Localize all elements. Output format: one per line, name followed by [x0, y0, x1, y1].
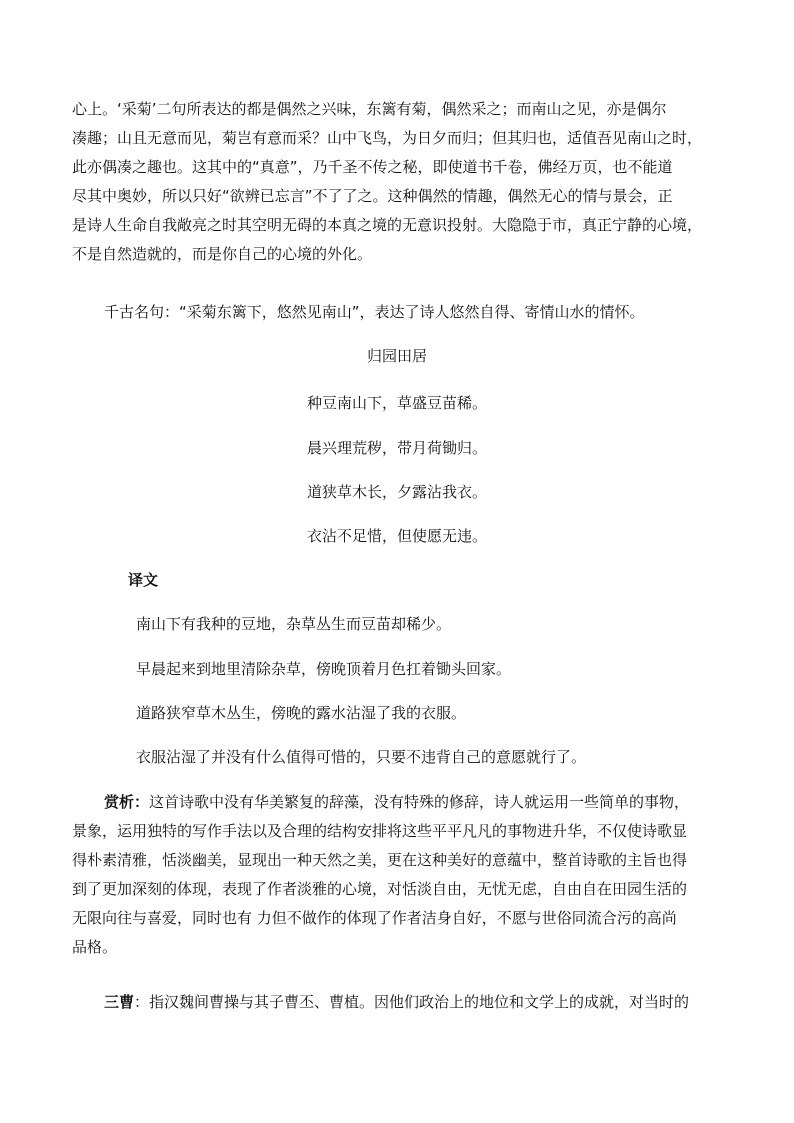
paragraph-line: 到了更加深刻的体现，表现了作者淡雅的心境，对恬淡自由，无忧无虑，自由自在田园生活的 [72, 880, 688, 898]
paragraph-line: 得朴素清雅，恬淡幽美，显现出一种天然之美，更在这种美好的意蕴中，整首诗歌的主旨也得 [72, 851, 688, 869]
paragraph-line: 景象，运用独特的写作手法以及合理的结构安排将这些平平凡凡的事物进升华，不仅使诗歌显 [72, 822, 688, 840]
paragraph-line: 心上。‘采菊’二句所表达的都是偶然之兴味，东篱有菊，偶然采之；而南山之见，亦是偶尔 [72, 100, 667, 118]
poem-line: 衣沾不足惜，但使愿无违。 [306, 527, 487, 545]
three-cao-label: 三曹 [104, 993, 135, 1011]
paragraph-line: 是诗人生命自我敞亮之时其空明无碍的本真之境的无意识投射。大隐隐于市，真正宁静的心境， [72, 216, 703, 234]
translation-line: 南山下有我种的豆地，杂草丛生而豆苗却稀少。 [136, 615, 452, 633]
paragraph-line: 品格。 [72, 938, 118, 956]
paragraph-line: 不是自然造就的，而是你自己的心境的外化。 [72, 245, 373, 263]
paragraph-line: 凑趣；山且无意而见，菊岂有意而采？山中飞鸟，为日夕而归；但其归也，适值吾见南山之时， [72, 129, 703, 147]
paragraph-text: 这首诗歌中没有华美繁复的辞藻，没有特殊的修辞，诗人就运用一些简单的事物， [149, 793, 690, 811]
three-cao-paragraph [104, 992, 689, 1012]
famous-line: 千古名句：“采菊东篱下，悠然见南山”，表达了诗人悠然自得、寄情山水的情怀。 [104, 303, 645, 321]
paragraph-text: ：指汉魏间曹操与其子曹丕、曹植。因他们政治上的地位和文学上的成就，对当时的 [134, 993, 690, 1011]
poem-title: 归园田居 [366, 347, 427, 365]
poem-line: 道狭草木长，夕露沾我衣。 [306, 483, 487, 501]
poem-line: 种豆南山下，草盛豆苗稀。 [306, 394, 487, 412]
intro-paragraph [72, 95, 728, 269]
translation-heading: 译文 [128, 571, 159, 589]
translation-line: 道路狭窄草木丛生，傍晚的露水沾湿了我的衣服。 [136, 704, 467, 722]
paragraph-line [72, 788, 728, 817]
translation-line: 早晨起来到地里清除杂草，傍晚顶着月色扛着锄头回家。 [136, 660, 512, 678]
paragraph-line: 尽其中奥妙，所以只好“欲辨已忘言”不了了之。这种偶然的情趣，偶然无心的情与景会，正 [72, 187, 673, 205]
appreciation-paragraph [72, 788, 728, 962]
appreciation-label: 赏析： [104, 793, 150, 811]
translation-line: 衣服沾湿了并没有什么值得可惜的，只要不违背自己的意愿就行了。 [136, 748, 587, 766]
paragraph-line: 无限向往与喜爱，同时也有 力但不做作的体现了作者洁身自好，不愿与世俗同流合污的高尚 [72, 909, 677, 927]
poem-line: 晨兴理荒秽，带月荷锄归。 [306, 439, 487, 457]
paragraph-line: 此亦偶凑之趣也。这其中的“真意”，乃千圣不传之秘，即使道书千卷，佛经万页，也不能道 [72, 158, 673, 176]
